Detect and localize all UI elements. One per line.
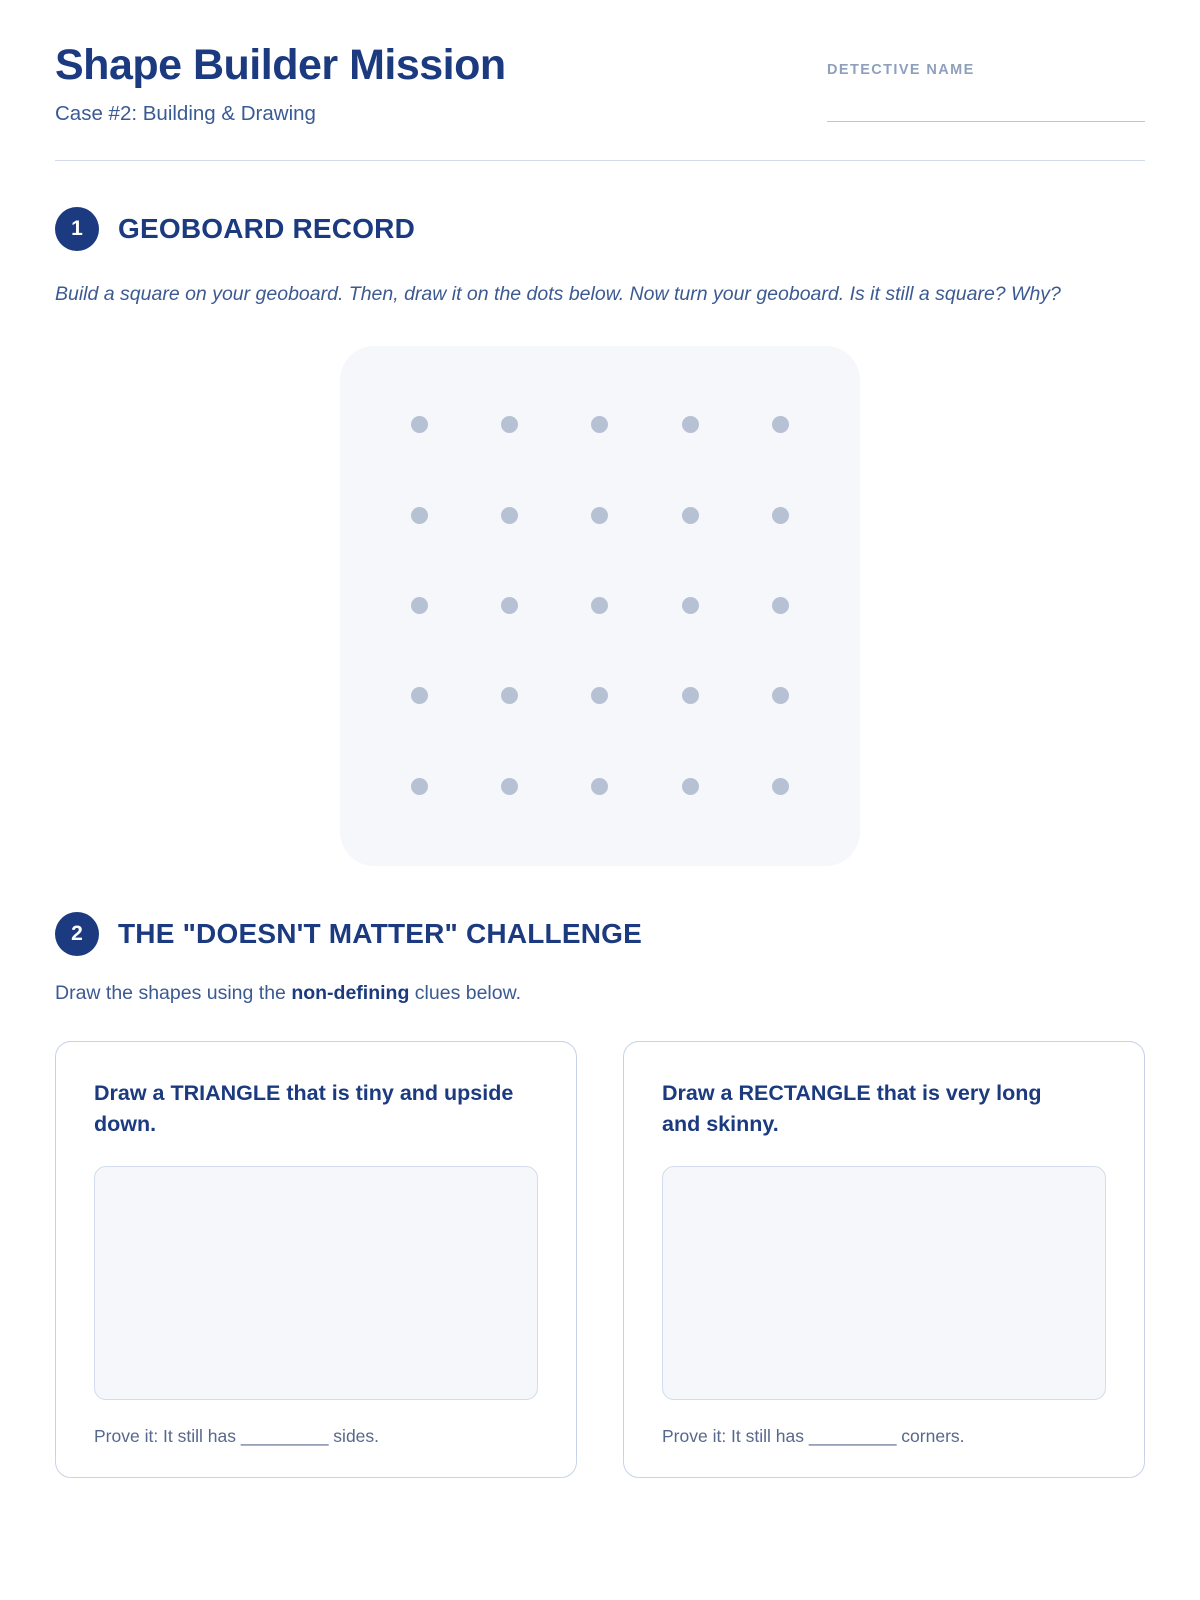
- geoboard-grid[interactable]: [340, 346, 860, 866]
- section-2-header: [55, 912, 1145, 956]
- geoboard-dot: [591, 507, 608, 524]
- drawing-area[interactable]: [662, 1166, 1106, 1400]
- geoboard-dot: [411, 507, 428, 524]
- header-divider: [55, 160, 1145, 161]
- section-doesnt-matter-challenge: [55, 912, 1145, 1478]
- geoboard-dot: [501, 507, 518, 524]
- drawing-area[interactable]: [94, 1166, 538, 1400]
- geoboard-dot: [772, 507, 789, 524]
- title-block: [55, 42, 506, 126]
- geoboard-dot: [501, 416, 518, 433]
- geoboard-dot: [772, 416, 789, 433]
- challenge-card-title: Draw a TRIANGLE that is tiny and upside down.: [94, 1080, 514, 1136]
- instruction-text-after: clues below.: [409, 981, 522, 1004]
- page-title: Shape Builder Mission: [55, 41, 506, 89]
- prove-it-line[interactable]: Prove it: It still has _________ sides.: [94, 1425, 380, 1446]
- section-2-number-badge: 2: [55, 912, 99, 956]
- challenge-card-triangle: [55, 1041, 577, 1478]
- section-2-instruction: [55, 982, 1145, 1005]
- challenge-card-row: [55, 1041, 1145, 1478]
- geoboard-dot: [682, 687, 699, 704]
- geoboard-dot: [591, 416, 608, 433]
- geoboard-dot: [591, 687, 608, 704]
- geoboard-dot: [501, 687, 518, 704]
- geoboard-dot: [501, 597, 518, 614]
- challenge-card-title: Draw a RECTANGLE that is very long and skinny.: [662, 1080, 1042, 1136]
- geoboard-dot: [411, 597, 428, 614]
- worksheet-header: [55, 0, 1145, 126]
- geoboard-dot: [411, 778, 428, 795]
- challenge-card-rectangle: [623, 1041, 1145, 1478]
- geoboard-wrapper: [55, 346, 1145, 866]
- section-1-title: GEOBOARD RECORD: [118, 213, 416, 245]
- instruction-text-before: Draw the shapes using the: [55, 981, 292, 1004]
- geoboard-dot: [411, 416, 428, 433]
- geoboard-dot: [682, 416, 699, 433]
- geoboard-dot: [591, 597, 608, 614]
- geoboard-dot: [772, 687, 789, 704]
- detective-name-input-line[interactable]: [827, 121, 1145, 122]
- geoboard-dot: [411, 687, 428, 704]
- geoboard-dot: [682, 778, 699, 795]
- geoboard-dot: [591, 778, 608, 795]
- section-geoboard-record: [55, 207, 1145, 865]
- geoboard-dot: [772, 597, 789, 614]
- instruction-text-bold: non-defining: [291, 981, 410, 1004]
- section-1-number-badge: 1: [55, 207, 99, 251]
- geoboard-dot: [501, 778, 518, 795]
- page-subtitle: Case #2: Building & Drawing: [55, 102, 316, 126]
- section-2-title: THE "DOESN'T MATTER" CHALLENGE: [118, 917, 643, 949]
- geoboard-dot: [772, 778, 789, 795]
- prove-it-line[interactable]: Prove it: It still has _________ corners.: [662, 1425, 965, 1446]
- section-1-header: [55, 207, 1145, 251]
- section-1-prompt: Build a square on your geoboard. Then, draw it on the dots below. Now turn your geoboard. Is it still a square? Why?: [55, 283, 1061, 306]
- detective-name-block: [827, 42, 1145, 122]
- detective-name-label: DETECTIVE NAME: [827, 62, 975, 78]
- geoboard-dot: [682, 597, 699, 614]
- geoboard-dot: [682, 507, 699, 524]
